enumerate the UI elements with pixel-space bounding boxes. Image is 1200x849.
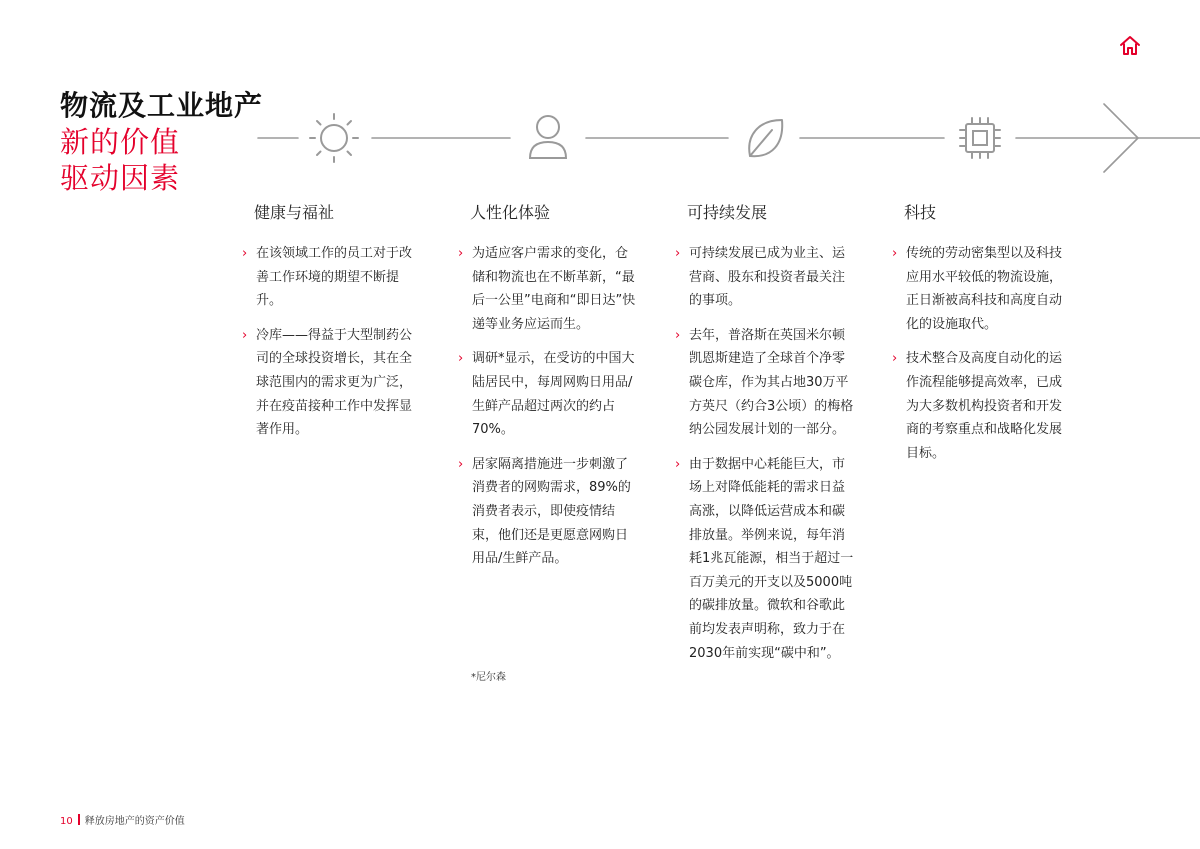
bullet-marker-icon: › — [242, 327, 248, 343]
leaf-icon — [749, 120, 782, 156]
footer-doc-title: 释放房地产的资产价值 — [84, 816, 185, 827]
page-number: 10 — [60, 816, 73, 827]
page-subtitle-line2: 驱动因素 — [60, 161, 181, 195]
bullet-marker-icon: › — [242, 246, 248, 261]
list-item: › 去年，普洛斯在英国米尔顿凯恩斯建造了全球首个净零碳仓库，作为其占地30万平方英尺（约合3公顷）的梅格纳公园发展计划的一部分。 — [675, 324, 855, 442]
page-title: 物流及工业地产 — [60, 89, 264, 122]
bullet-list — [242, 242, 422, 442]
home-button[interactable] — [1118, 34, 1142, 58]
sun-icon — [310, 114, 358, 162]
column-heading: 科技 — [904, 203, 937, 222]
list-item: › 在该领域工作的员工对于改善工作环境的期望不断提升。 — [242, 242, 422, 313]
column-heading: 健康与福祉 — [254, 203, 335, 222]
column-health — [242, 200, 422, 453]
column-heading: 人性化体验 — [470, 203, 551, 222]
bullet-list — [892, 242, 1072, 465]
bullet-marker-icon: › — [892, 246, 898, 261]
bullet-list — [458, 242, 638, 571]
home-icon — [1118, 34, 1142, 58]
list-item: › 传统的劳动密集型以及科技应用水平较低的物流设施，正日渐被高科技和高度自动化的设施取代。 — [892, 242, 1072, 336]
column-heading: 可持续发展 — [687, 203, 768, 222]
list-item: › 为适应客户需求的变化，仓储和物流也在不断革新，“最后一公里”电商和“即日达”快递等业务应运而生。 — [458, 242, 638, 336]
list-item: › 技术整合及高度自动化的运作流程能够提高效率，已成为大多数机构投资者和开发商的考察重点和战略化发展目标。 — [892, 347, 1072, 465]
page-subtitle-line1: 新的价值 — [60, 125, 181, 159]
list-item: › 居家隔离措施进一步刺激了消费者的网购需求，89%的消费者表示，即使疫情结束，他们还是更愿意网购日用品/生鲜产品。 — [458, 453, 638, 571]
bullet-marker-icon: › — [458, 351, 464, 367]
bullet-marker-icon: › — [892, 351, 898, 367]
footnote: *尼尔森 — [471, 672, 506, 683]
timeline — [0, 100, 1200, 180]
footer-divider — [78, 814, 80, 825]
column-sustainability — [675, 200, 855, 676]
bullet-marker-icon: › — [675, 456, 681, 472]
list-item: › 由于数据中心耗能巨大，市场上对降低能耗的需求日益高涨，以降低运营成本和碳排放量。举例来说，每年消耗1兆瓦能源，相当于超过一百万美元的开支以及5000吨的碳排放量。微软和谷歌此前均发表声明称，致力于在2030年前实现“碳中和”。 — [675, 453, 855, 665]
list-item: › 冷库——得益于大型制药公司的全球投资增长，其在全球范围内的需求更为广泛，并在疫苗接种工作中发挥显著作用。 — [242, 324, 422, 442]
list-item: › 可持续发展已成为业主、运营商、股东和投资者最关注的事项。 — [675, 242, 855, 313]
bullet-marker-icon: › — [675, 327, 681, 343]
bullet-marker-icon: › — [458, 246, 464, 261]
bullet-marker-icon: › — [675, 246, 681, 261]
person-icon — [530, 116, 566, 158]
column-technology — [892, 200, 1072, 476]
bullet-list — [675, 242, 855, 665]
bullet-marker-icon: › — [458, 456, 464, 472]
page-footer — [60, 812, 185, 827]
chip-icon — [960, 118, 1000, 158]
list-item: › 调研*显示，在受访的中国大陆居民中，每周网购日用品/生鲜产品超过两次的约占70%。 — [458, 347, 638, 441]
column-experience — [458, 200, 638, 582]
